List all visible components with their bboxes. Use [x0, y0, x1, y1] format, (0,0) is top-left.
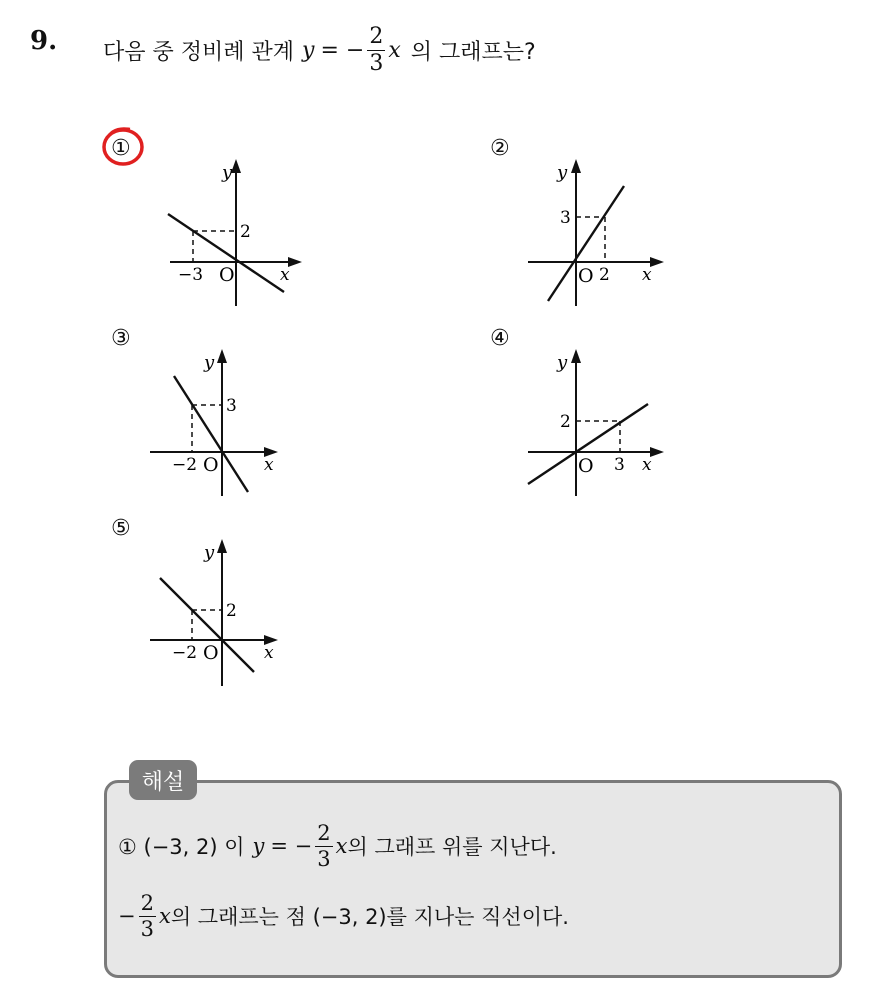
origin-label: O [203, 454, 219, 476]
tick-y-label: 3 [226, 396, 237, 416]
option-3-label[interactable]: ③ [111, 326, 131, 351]
origin-label: O [578, 265, 594, 287]
origin-label: O [219, 264, 235, 286]
origin-label: O [578, 455, 594, 477]
tick-y-label: 2 [240, 222, 251, 242]
question-number: 9. [30, 26, 58, 56]
explanation-line2-num: 2 [140, 890, 154, 915]
question-text [103, 20, 536, 80]
explanation-title: 해설 [129, 760, 197, 800]
question-eq-x: x [388, 37, 401, 63]
explanation-line2-x: x [158, 904, 171, 928]
explanation-line1-den: 3 [317, 846, 331, 871]
x-axis-label: x [280, 265, 290, 285]
question-eq-var: y [302, 37, 315, 63]
y-arrow-icon [217, 539, 227, 553]
option-3-graph[interactable] [148, 346, 298, 500]
explanation-line2-den: 3 [140, 916, 154, 941]
question-prefix: 다음 중 정비례 관계 [103, 39, 294, 65]
y-axis-label: y [222, 162, 233, 183]
question-eq-sign: = − [320, 37, 365, 63]
x-axis-label: x [642, 455, 652, 475]
explanation-line1-fraction [315, 820, 332, 871]
y-arrow-icon [571, 159, 581, 173]
question-suffix: 의 그래프는? [410, 39, 536, 65]
tick-y-label: 3 [560, 208, 571, 228]
explanation-line-1 [118, 818, 557, 874]
explanation-line2-fraction [139, 890, 156, 941]
explanation-line2-sign: − [118, 904, 136, 928]
option-4-graph[interactable] [520, 346, 680, 500]
question-frac-num: 2 [369, 23, 384, 49]
y-axis-label: y [204, 352, 215, 373]
explanation-box [104, 780, 842, 978]
x-axis-label: x [642, 265, 652, 285]
question-fraction [367, 23, 385, 76]
tick-x-label: −2 [172, 455, 198, 475]
option-2-graph[interactable] [520, 156, 680, 310]
tick-y-label: 2 [560, 412, 571, 432]
selection-circle-icon [98, 124, 150, 172]
option-5-graph[interactable] [148, 536, 298, 690]
explanation-line1-num: 2 [317, 820, 331, 845]
y-axis-label: y [557, 162, 568, 183]
tick-x-label: 3 [614, 455, 625, 475]
option-2-label[interactable]: ② [490, 136, 510, 161]
y-axis-label: y [557, 352, 568, 373]
explanation-line1-end: 의 그래프 위를 지난다. [347, 835, 557, 859]
y-arrow-icon [217, 349, 227, 363]
explanation-line-2 [118, 888, 569, 944]
option-1-graph[interactable] [156, 156, 316, 310]
option-4-label[interactable]: ④ [490, 326, 510, 351]
explanation-line1-x: x [335, 834, 348, 858]
x-arrow-icon [650, 257, 664, 267]
x-arrow-icon [288, 257, 302, 267]
explanation-line1-start: ① (−3, 2) 이 [118, 835, 245, 859]
explanation-line2-end: 의 그래프는 점 (−3, 2)를 지나는 직선이다. [170, 905, 569, 929]
x-arrow-icon [650, 447, 664, 457]
tick-x-label: 2 [599, 265, 610, 285]
x-axis-label: x [264, 455, 274, 475]
origin-label: O [203, 642, 219, 664]
tick-x-label: −3 [178, 265, 204, 285]
tick-x-label: −2 [172, 643, 198, 663]
explanation-line1-var: y [252, 834, 265, 858]
x-axis-label: x [264, 643, 274, 663]
question-frac-den: 3 [369, 50, 384, 76]
option-5-label[interactable]: ⑤ [111, 516, 131, 541]
y-arrow-icon [571, 349, 581, 363]
y-axis-label: y [204, 542, 215, 563]
explanation-line1-sign: = − [270, 834, 313, 858]
option-1-label[interactable]: ① [111, 136, 131, 161]
tick-y-label: 2 [226, 601, 237, 621]
y-arrow-icon [231, 159, 241, 173]
